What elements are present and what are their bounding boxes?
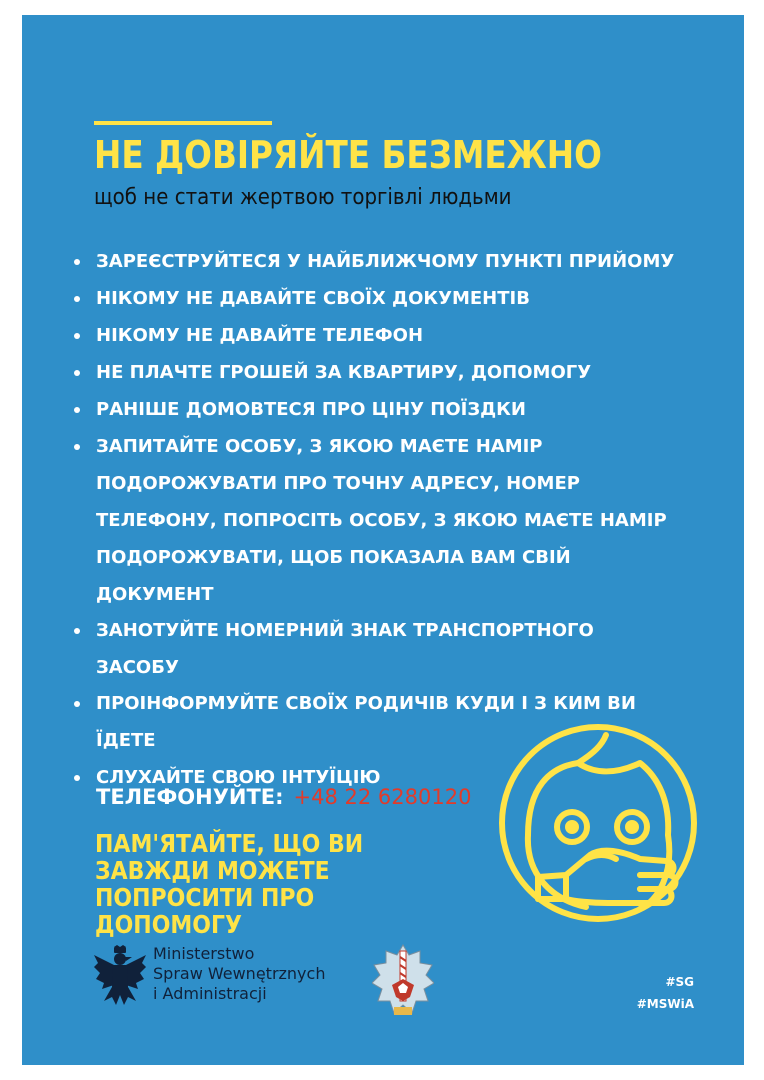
bullet-dot bbox=[74, 370, 80, 376]
tip-text: РАНІШЕ ДОМОВТЕСЯ ПРО ЦІНУ ПОЇЗДКИ bbox=[96, 399, 526, 420]
phone-number[interactable]: +48 22 6280120 bbox=[293, 785, 472, 809]
tip-text: ПРОІНФОРМУЙТЕ СВОЇХ РОДИЧІВ КУДИ І З КИМ ВИ ЇДЕТЕ bbox=[96, 693, 636, 751]
bullet-dot bbox=[74, 444, 80, 450]
ministry-logo-text bbox=[153, 944, 325, 1004]
tip-text: НІКОМУ НЕ ДАВАЙТЕ СВОЇХ ДОКУМЕНТІВ bbox=[96, 288, 530, 309]
poster-title: НЕ ДОВІРЯЙТЕ БЕЗМЕЖНО bbox=[94, 133, 602, 177]
tip-text: СЛУХАЙТЕ СВОЮ ІНТУЇЦІЮ bbox=[96, 767, 381, 788]
ministry-line: i Administracji bbox=[153, 984, 267, 1003]
border-guard-emblem-icon bbox=[372, 943, 434, 1019]
scared-face-hand-over-mouth-icon bbox=[490, 723, 712, 933]
poster bbox=[22, 15, 744, 1065]
ministry-line: Ministerstwo bbox=[153, 944, 255, 963]
bullet-dot bbox=[74, 259, 80, 265]
bullet-dot bbox=[74, 296, 80, 302]
tip-text: ЗАРЕЄСТРУЙТЕСЯ У НАЙБЛИЖЧОМУ ПУНКТІ ПРИЙОМУ bbox=[96, 251, 675, 272]
bullet-dot bbox=[74, 628, 80, 634]
ministry-line: Spraw Wewnętrznych bbox=[153, 964, 326, 983]
polish-eagle-icon bbox=[94, 945, 146, 1009]
help-reminder: ПАМ'ЯТАЙТЕ, ЩО ВИ ЗАВЖДИ МОЖЕТЕ ПОПРОСИТИ ПРО ДОПОМОГУ bbox=[95, 829, 364, 939]
tip-text: НЕ ПЛАЧТЕ ГРОШЕЙ ЗА КВАРТИРУ, ДОПОМОГУ bbox=[96, 362, 592, 383]
bullet-dot bbox=[74, 775, 80, 781]
poster-subtitle: щоб не стати жертвою торгівлі людьми bbox=[94, 185, 512, 210]
hashtag-mswia[interactable]: #MSWiA bbox=[636, 997, 694, 1011]
bullet-dot bbox=[74, 333, 80, 339]
hashtag-sg[interactable]: #SG bbox=[665, 975, 694, 989]
bullet-dot bbox=[74, 701, 80, 707]
bullet-dot bbox=[74, 407, 80, 413]
phone-label: ТЕЛЕФОНУЙТЕ: bbox=[96, 785, 284, 809]
tip-text: ЗАПИТАЙТЕ ОСОБУ, З ЯКОЮ МАЄТЕ НАМІР ПОДОРОЖУВАТИ ПРО ТОЧНУ АДРЕСУ, НОМЕР ТЕЛЕФОНУ, ПОПРОСІТЬ ОСОБУ, З ЯКОЮ МАЄТЕ НАМІР ПОДОРОЖУВАТИ, ЩОБ ПОКАЗАЛА ВАМ СВІЙ ДОКУМЕНТ bbox=[96, 436, 667, 605]
hashtags bbox=[637, 971, 694, 1015]
tip-text: НІКОМУ НЕ ДАВАЙТЕ ТЕЛЕФОН bbox=[96, 325, 424, 346]
tip-text: ЗАНОТУЙТЕ НОМЕРНИЙ ЗНАК ТРАНСПОРТНОГО ЗАСОБУ bbox=[96, 620, 594, 678]
phone-line bbox=[96, 785, 471, 809]
title-accent-line bbox=[94, 121, 272, 125]
